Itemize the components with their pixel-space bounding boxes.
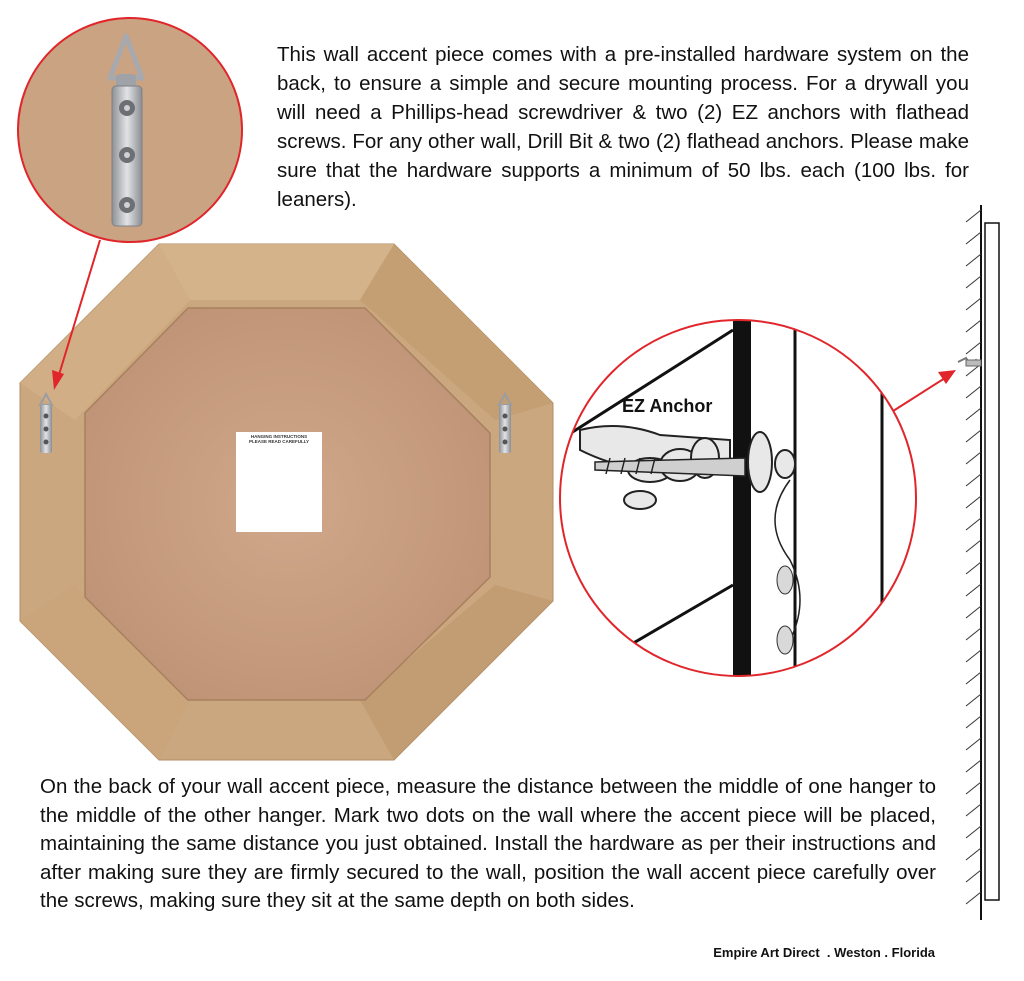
sticker-subtitle: PLEASE READ CAREFULLY [248, 439, 310, 444]
anchor-label: EZ Anchor [622, 396, 713, 416]
right-callout-arrow-icon [890, 370, 956, 413]
wall-side-view [958, 205, 999, 920]
hanger-zoom-callout [0, 0, 260, 260]
side-anchor-icon [958, 358, 981, 366]
anchor-zoom-callout [560, 310, 916, 690]
hanging-instructions-sticker [236, 432, 322, 532]
sticker-title: HANGING INSTRUCTIONS [250, 434, 308, 439]
intro-paragraph: This wall accent piece comes with a pre-installed hardware system on the back, to ensure a simple and secure mounting process. For a drywall you will need a Phillips-head screwdriver & two (2) EZ anchors with flathead screws. For any other wall, Drill Bit & two (2) flathead anchors. Please make sure that the hardware supports a minimum of 50 lbs. each (100 lbs. for leaners). [277, 43, 969, 211]
instructions-paragraph: On the back of your wall accent piece, measure the distance between the middle of one hanger to the middle of the other hanger. Mark two dots on the wall where the accent piece will be placed, maintaining the same distance you just obtained. Install the hardware as per their instructions and after making sure they are firmly secured to the wall, position the wall accent piece carefully over the screws, making sure they sit at the same depth on both sides. [40, 775, 936, 912]
company-footer: Empire Art Direct . Weston . Florida [713, 945, 935, 960]
